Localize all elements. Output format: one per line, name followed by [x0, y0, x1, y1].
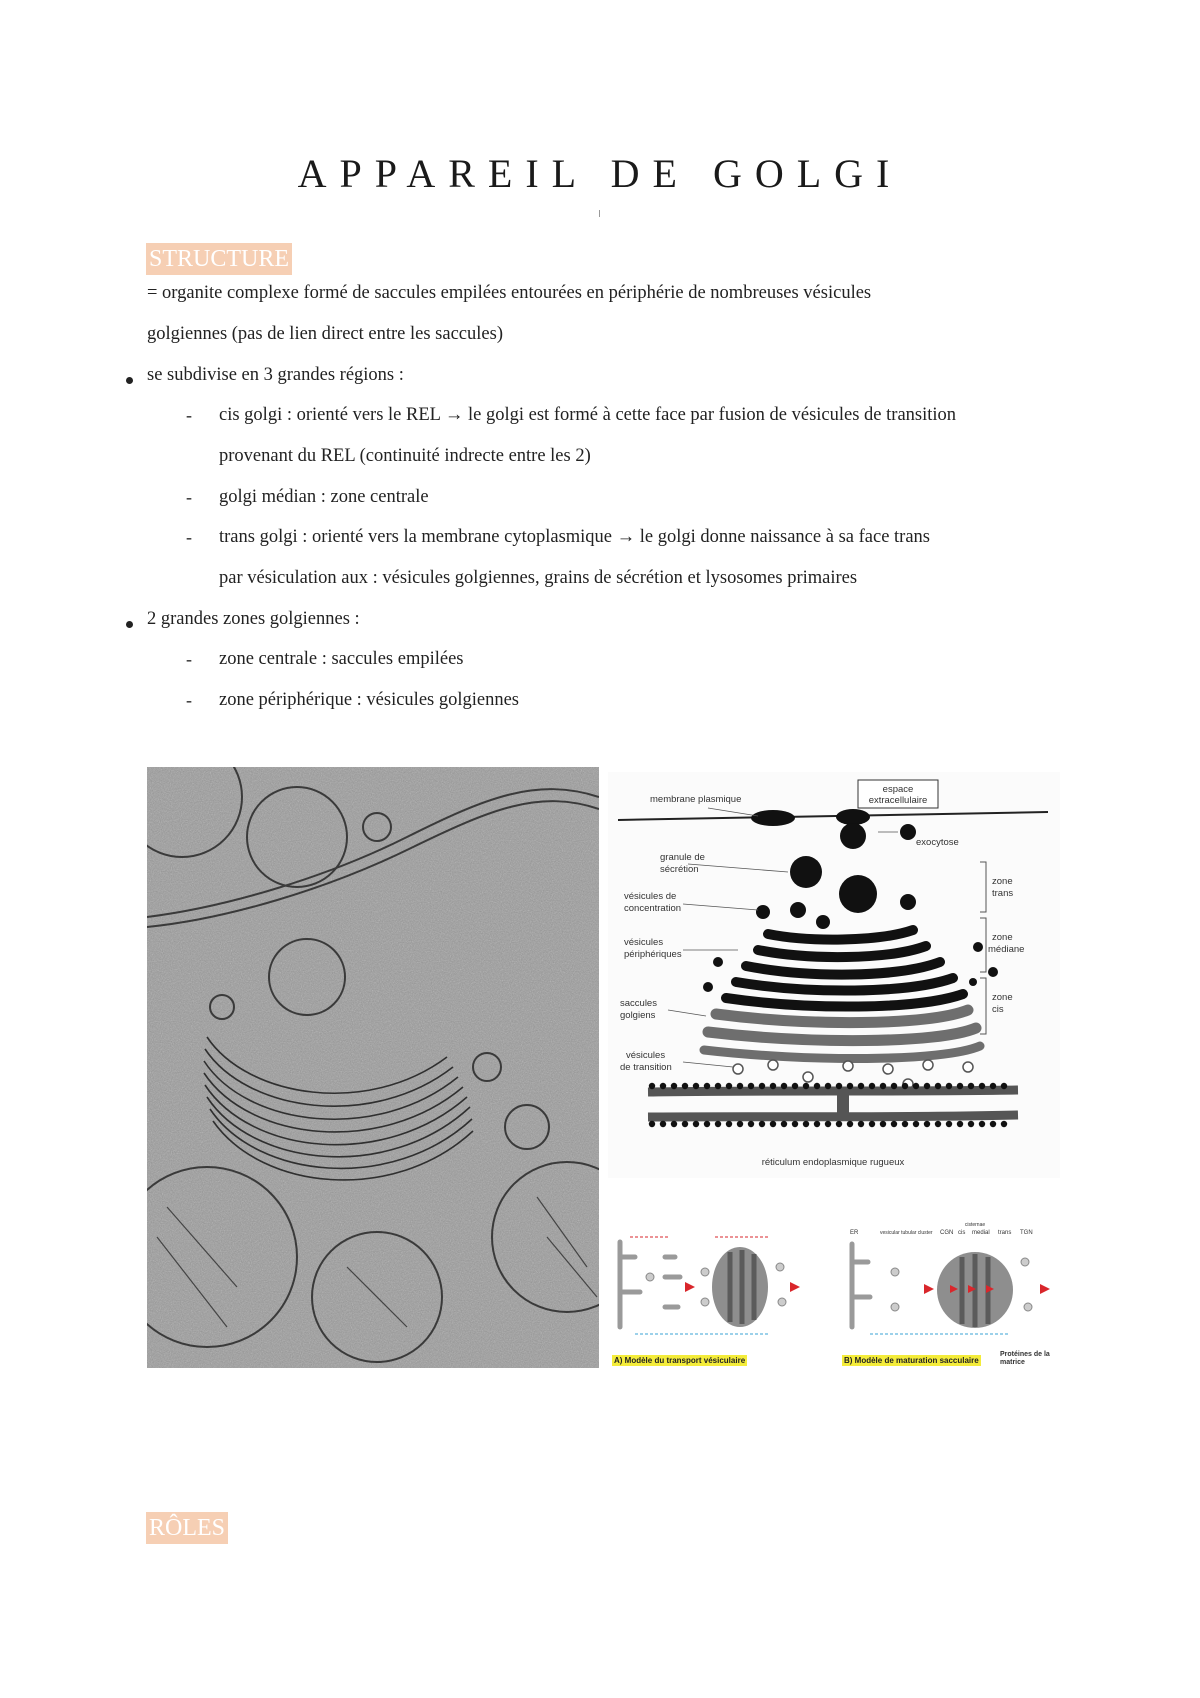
- region-cis-line-1: cis golgi : orienté vers le REL → le golgi est formé à cette face par fusion de vésicules de transition: [219, 405, 957, 425]
- label-espace-1: espace: [882, 784, 914, 795]
- label-matrix-proteins-2: matrice: [1000, 1359, 1025, 1366]
- caption-model-b: B) Modèle de maturation sacculaire: [844, 1356, 979, 1365]
- label-granule-1: granule de: [660, 852, 705, 863]
- ribosome: [803, 1083, 809, 1089]
- ribosome: [902, 1121, 908, 1127]
- label-matrix-proteins: [1000, 1351, 1050, 1367]
- ribosome: [704, 1121, 710, 1127]
- label-saccules-1: saccules: [620, 998, 657, 1009]
- ribosome: [748, 1121, 754, 1127]
- label-concentration-2: concentration: [624, 903, 682, 914]
- ribosome: [913, 1121, 919, 1127]
- region-median: golgi médian : zone centrale: [219, 487, 429, 507]
- ribosome: [825, 1083, 831, 1089]
- ribosome: [814, 1083, 820, 1089]
- ribosome: [858, 1083, 864, 1089]
- region-trans-line-1: trans golgi : orienté vers la membrane cytoplasmique → le golgi donne naissance à sa face trans: [219, 527, 930, 547]
- ribosome: [836, 1083, 842, 1089]
- label-cis: cis: [958, 1230, 966, 1236]
- label-matrix-proteins-1: Protéines de la: [1000, 1351, 1050, 1358]
- ribosome: [726, 1121, 732, 1127]
- ribosome: [1001, 1083, 1007, 1089]
- bullet-dot: [126, 621, 133, 628]
- ribosome: [1001, 1121, 1007, 1127]
- dash-marker: -: [186, 487, 192, 507]
- label-cgn: CGN: [940, 1230, 954, 1236]
- label-membrane: membrane plasmique: [650, 794, 742, 805]
- label-transition-1: vésicules: [626, 1050, 666, 1061]
- ribosome: [869, 1121, 875, 1127]
- region-cis-line-2: provenant du REL (continuité indrecte entre les 2): [219, 446, 591, 466]
- dash-marker: -: [186, 649, 192, 669]
- label-zone-mediane-2: médiane: [988, 944, 1025, 955]
- region-trans-line-2: par vésiculation aux : vésicules golgiennes, grains de sécrétion et lysosomes primaires: [219, 568, 858, 588]
- bullet-dot: [126, 377, 133, 384]
- section-heading-roles: RÔLES: [146, 1512, 228, 1544]
- caption-model-a: A) Modèle du transport vésiculaire: [614, 1356, 746, 1365]
- ribosome: [935, 1121, 941, 1127]
- dash-marker: -: [186, 690, 192, 710]
- ribosome: [946, 1083, 952, 1089]
- ribosome: [902, 1083, 908, 1089]
- ribosome: [847, 1083, 853, 1089]
- label-er: ER: [850, 1230, 859, 1236]
- ribosome: [968, 1121, 974, 1127]
- electron-micrograph: [147, 767, 599, 1368]
- model-cisternal-maturation: [840, 1222, 1062, 1372]
- ribosome: [770, 1083, 776, 1089]
- label-zone-trans-1: zone: [992, 876, 1013, 887]
- ribosome: [715, 1121, 721, 1127]
- ribosome: [660, 1121, 666, 1127]
- label-zone-cis-1: zone: [992, 992, 1013, 1003]
- model-vesicular-transport: [610, 1222, 810, 1372]
- ribosome: [891, 1083, 897, 1089]
- ribosome: [682, 1121, 688, 1127]
- label-espace-2: extracellulaire: [868, 795, 928, 806]
- ribosome: [726, 1083, 732, 1089]
- divider-mark: [599, 210, 600, 217]
- ribosome: [693, 1083, 699, 1089]
- ribosome: [825, 1121, 831, 1127]
- ribosome: [847, 1121, 853, 1127]
- ribosome: [781, 1121, 787, 1127]
- bullet-zones: 2 grandes zones golgiennes :: [147, 609, 360, 629]
- section-heading-structure: STRUCTURE: [146, 243, 292, 275]
- ribosome: [770, 1121, 776, 1127]
- golgi-diagram: [608, 772, 1060, 1178]
- ribosome: [759, 1083, 765, 1089]
- ribosome: [990, 1083, 996, 1089]
- ribosome: [737, 1083, 743, 1089]
- label-concentration-1: vésicules de: [624, 891, 677, 902]
- ribosome: [671, 1083, 677, 1089]
- dash-marker: -: [186, 527, 192, 547]
- label-zone-mediane-1: zone: [992, 932, 1013, 943]
- ribosome: [924, 1121, 930, 1127]
- label-saccules-2: golgiens: [620, 1010, 656, 1021]
- ribosome: [759, 1121, 765, 1127]
- ribosome: [693, 1121, 699, 1127]
- ribosome: [649, 1121, 655, 1127]
- ribosome: [704, 1083, 710, 1089]
- ribosome: [792, 1121, 798, 1127]
- dash-marker: -: [186, 405, 192, 425]
- ribosome: [979, 1083, 985, 1089]
- label-medial: medial: [972, 1230, 990, 1236]
- definition-line-1: = organite complexe formé de saccules empilées entourées en périphérie de nombreuses vésicules: [147, 283, 872, 303]
- ribosome: [957, 1121, 963, 1127]
- ribosome: [913, 1083, 919, 1089]
- ribosome: [957, 1083, 963, 1089]
- ribosome: [660, 1083, 666, 1089]
- ribosome: [858, 1121, 864, 1127]
- label-exocytose: exocytose: [916, 837, 959, 848]
- ribosome: [737, 1121, 743, 1127]
- ribosome: [979, 1121, 985, 1127]
- ribosome: [924, 1083, 930, 1089]
- bullet-regions: se subdivise en 3 grandes régions :: [147, 365, 404, 385]
- ribosome: [792, 1083, 798, 1089]
- ribosome: [880, 1083, 886, 1089]
- ribosome: [748, 1083, 754, 1089]
- definition-line-2: golgiennes (pas de lien direct entre les saccules): [147, 324, 503, 344]
- ribosome: [891, 1121, 897, 1127]
- ribosome: [682, 1083, 688, 1089]
- ribosome: [671, 1121, 677, 1127]
- label-granule-2: sécrétion: [660, 864, 699, 875]
- ribosome: [781, 1083, 787, 1089]
- label-transition-2: de transition: [620, 1062, 672, 1073]
- ribosome: [880, 1121, 886, 1127]
- ribosome: [935, 1083, 941, 1089]
- ribosome: [946, 1121, 952, 1127]
- page-title: APPAREIL DE GOLGI: [297, 151, 903, 196]
- ribosome: [814, 1121, 820, 1127]
- ribosome: [715, 1083, 721, 1089]
- label-zone-trans-2: trans: [992, 888, 1014, 899]
- ribosome: [803, 1121, 809, 1127]
- ribosome: [869, 1083, 875, 1089]
- zone-centrale: zone centrale : saccules empilées: [219, 649, 464, 669]
- label-cisternae: cisternae: [964, 1222, 986, 1228]
- ribosome: [990, 1121, 996, 1127]
- label-reticulum: réticulum endoplasmique rugueux: [761, 1157, 905, 1168]
- label-tgn: TGN: [1020, 1230, 1033, 1236]
- ribosome: [836, 1121, 842, 1127]
- ribosome: [649, 1083, 655, 1089]
- label-peripheriques-1: vésicules: [624, 937, 664, 948]
- label-trans: trans: [998, 1230, 1012, 1236]
- label-peripheriques-2: périphériques: [624, 949, 682, 960]
- ribosome: [968, 1083, 974, 1089]
- label-zone-cis-2: cis: [992, 1004, 1004, 1015]
- zone-peripherique: zone périphérique : vésicules golgiennes: [219, 690, 520, 710]
- label-vtc: vesicular tubular cluster: [880, 1230, 933, 1236]
